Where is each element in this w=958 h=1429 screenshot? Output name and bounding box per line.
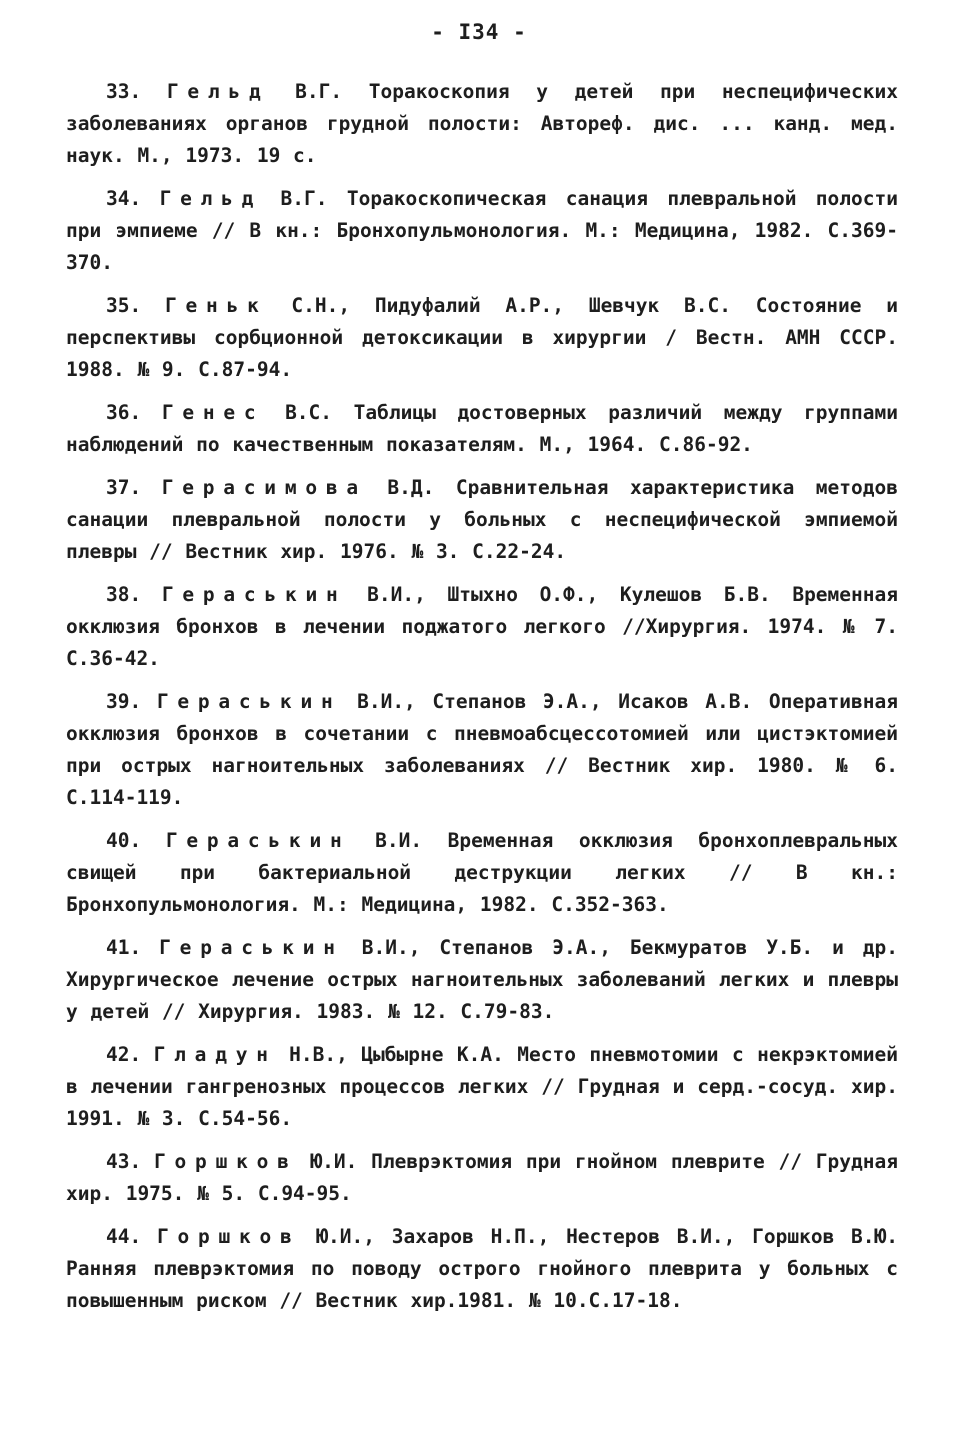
entry-number: 33. [106, 80, 142, 103]
entry-author: Гладун [153, 1043, 277, 1066]
bibliography-list [66, 76, 898, 1328]
bibliography-entry [66, 1039, 898, 1135]
entry-number: 41. [106, 936, 142, 959]
bibliography-entry [66, 932, 898, 1028]
entry-number: 43. [106, 1150, 142, 1173]
bibliography-entry [66, 76, 898, 172]
entry-author: Гераськин [159, 936, 344, 959]
entry-author: Геньк [165, 294, 268, 317]
entry-number: 37. [106, 476, 142, 499]
entry-author: Герасимова [161, 476, 367, 499]
entry-number: 34. [106, 187, 142, 210]
entry-text: Н.В., Цыбырне К.А. Место пневмотомии с некрэктомией в лечении гангренозных процессов легких // Грудная и серд.-сосуд. хир. 1991. № 3. С.54-56. [66, 1043, 898, 1130]
entry-author: Генес [161, 401, 265, 424]
entry-text: С.Н., Пидуфалий А.Р., Шевчук В.С. Состояние и перспективы сорбционной детоксикации в хирургии / Вестн. АМН СССР. 1988. № 9. С.87-94. [66, 294, 898, 381]
bibliography-entry [66, 686, 898, 814]
entry-text: В.И. Временная окклюзия бронхоплевральных свищей при бактериальной деструкции легких // В кн.: Бронхопульмонология. М.: Медицина, 1982. С.352-363. [66, 829, 899, 916]
entry-text: В.Г. Торакоскопическая санация плевральной полости при эмпиеме // В кн.: Бронхопульмонология. М.: Медицина, 1982. С.369-370. [66, 187, 898, 274]
bibliography-entry [66, 290, 898, 386]
entry-author: Гельд [166, 80, 270, 103]
entry-author: Горшков [156, 1225, 301, 1248]
bibliography-entry [66, 1221, 898, 1317]
entry-text: В.И., Степанов Э.А., Исаков А.В. Оперативная окклюзия бронхов в сочетании с пневмоабсцессотомией или цистэктомией при острых нагноительных заболеваниях // Вестник хир. 1980. № 6. С.114-119. [66, 690, 898, 809]
bibliography-entry [66, 397, 898, 461]
entry-number: 44. [106, 1225, 142, 1248]
entry-text: Ю.И., Захаров Н.П., Нестеров В.И., Горшков В.Ю. Ранняя плеврэктомия по поводу острого гнойного плеврита у больных с повышенным риском // Вестник хир.1981. № 10.С.17-18. [66, 1225, 898, 1312]
entry-number: 36. [106, 401, 142, 424]
bibliography-entry [66, 579, 898, 675]
entry-author: Гераськин [156, 690, 342, 713]
entry-text: В.Г. Торакоскопия у детей при неспецифических заболеваниях органов грудной полости: Автореф. дис. ... канд. мед. наук. М., 1973. 19 с. [66, 80, 898, 167]
bibliography-entry [66, 825, 898, 921]
entry-author: Гераськин [165, 829, 351, 852]
entry-text: В.Д. Сравнительная характеристика методов санации плевральной полости у больных с неспецифической эмпиемой плевры // Вестник хир. 1976. № 3. С.22-24. [66, 476, 898, 563]
entry-author: Гельд [159, 187, 263, 210]
entry-number: 38. [106, 583, 142, 606]
entry-author: Гераськин [161, 583, 347, 606]
bibliography-entry [66, 1146, 898, 1210]
entry-number: 42. [106, 1043, 142, 1066]
entry-author: Горшков [154, 1150, 298, 1173]
page-number: - I34 - [431, 20, 527, 44]
bibliography-entry [66, 472, 898, 568]
entry-text: В.И., Степанов Э.А., Бекмуратов У.Б. и др. Хирургическое лечение острых нагноительных заболеваний легких и плевры у детей // Хирургия. 1983. № 12. С.79-83. [66, 936, 898, 1023]
entry-number: 40. [106, 829, 142, 852]
entry-number: 39. [106, 690, 142, 713]
entry-text: В.И., Штыхно О.Ф., Кулешов Б.В. Временная окклюзия бронхов в лечении поджатого легкого //Хирургия. 1974. № 7. С.36-42. [66, 583, 898, 670]
entry-number: 35. [106, 294, 142, 317]
bibliography-entry [66, 183, 898, 279]
entry-text: Ю.И. Плеврэктомия при гнойном плеврите // Грудная хир. 1975. № 5. С.94-95. [66, 1150, 898, 1205]
entry-text: В.С. Таблицы достоверных различий между группами наблюдений по качественным показателям. М., 1964. С.86-92. [66, 401, 898, 456]
